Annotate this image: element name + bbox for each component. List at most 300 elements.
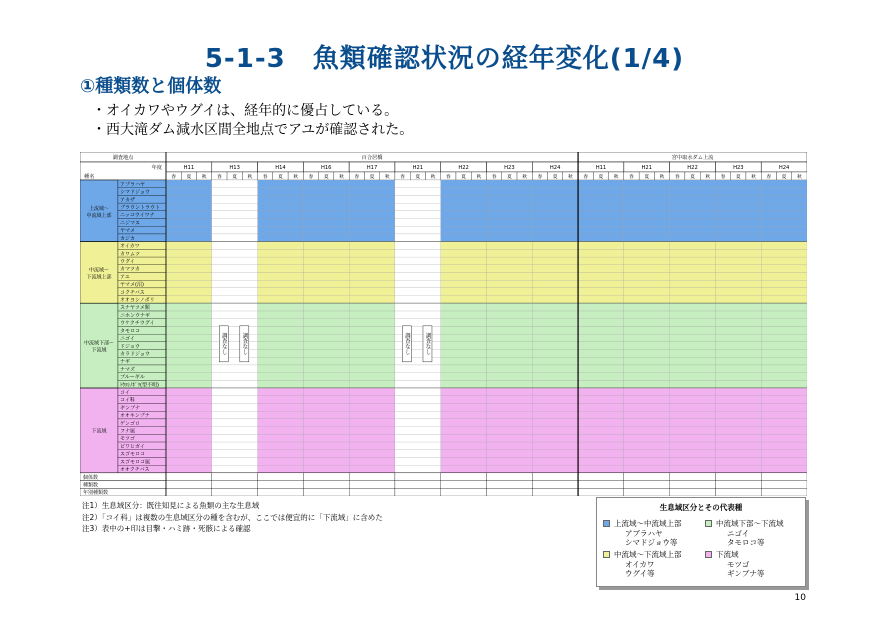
data-cell xyxy=(715,319,761,327)
year-header-label: H23 xyxy=(733,165,744,171)
season-header-label: 春 xyxy=(262,175,268,180)
zone-label: 下流域 xyxy=(91,428,107,435)
season-header-label: 秋 xyxy=(384,175,390,180)
data-cell xyxy=(349,442,395,450)
data-cell xyxy=(487,195,533,203)
data-cell xyxy=(303,319,349,327)
data-cell xyxy=(303,357,349,365)
data-cell xyxy=(670,326,716,334)
data-cell xyxy=(487,242,533,250)
data-cell xyxy=(212,365,258,373)
data-cell xyxy=(761,211,807,219)
year-header-label: H22 xyxy=(687,165,698,171)
legend-example: アブラハヤ xyxy=(625,529,663,538)
totals-cell xyxy=(670,473,716,481)
data-cell xyxy=(624,396,670,404)
data-cell xyxy=(395,226,441,234)
data-cell xyxy=(578,211,624,219)
year-header-label: H17 xyxy=(366,165,378,171)
data-cell xyxy=(532,334,578,342)
data-cell xyxy=(258,242,304,250)
species-name: ビワヒガイ xyxy=(120,443,145,450)
data-cell xyxy=(715,211,761,219)
data-cell xyxy=(487,280,533,288)
zone-label: 中流域下部～ xyxy=(83,340,115,347)
data-cell xyxy=(166,303,212,311)
data-cell xyxy=(670,296,716,304)
data-cell xyxy=(303,350,349,358)
data-cell xyxy=(258,219,304,227)
data-cell xyxy=(715,257,761,265)
data-cell xyxy=(395,342,441,350)
data-cell xyxy=(395,311,441,319)
data-cell xyxy=(532,434,578,442)
data-cell xyxy=(395,195,441,203)
data-cell xyxy=(303,334,349,342)
data-cell xyxy=(212,350,258,358)
legend-label: 上流域～中流域上部 xyxy=(614,519,682,528)
data-cell xyxy=(487,388,533,396)
data-cell xyxy=(441,311,487,319)
data-cell xyxy=(395,242,441,250)
data-cell xyxy=(395,434,441,442)
data-cell xyxy=(303,188,349,196)
legend-swatch xyxy=(705,551,712,558)
data-cell xyxy=(624,350,670,358)
data-cell xyxy=(395,303,441,311)
data-cell xyxy=(487,234,533,242)
data-cell xyxy=(487,457,533,465)
season-header-label: 夏 xyxy=(598,175,604,180)
data-cell xyxy=(441,203,487,211)
data-cell xyxy=(624,373,670,381)
data-cell xyxy=(624,195,670,203)
data-cell xyxy=(349,203,395,211)
data-cell xyxy=(532,380,578,388)
species-name: コイ xyxy=(120,390,130,397)
totals-cell xyxy=(761,488,807,496)
data-cell xyxy=(166,350,212,358)
totals-cell xyxy=(624,481,670,489)
data-cell xyxy=(715,334,761,342)
data-cell xyxy=(624,311,670,319)
totals-cell xyxy=(532,473,578,481)
data-cell xyxy=(258,188,304,196)
data-cell xyxy=(441,211,487,219)
data-cell xyxy=(624,257,670,265)
data-cell xyxy=(349,180,395,188)
data-cell xyxy=(624,380,670,388)
data-cell xyxy=(258,357,304,365)
data-cell xyxy=(212,380,258,388)
data-cell xyxy=(578,373,624,381)
data-cell xyxy=(761,265,807,273)
data-cell xyxy=(349,188,395,196)
data-cell xyxy=(258,457,304,465)
data-cell xyxy=(761,242,807,250)
data-cell xyxy=(715,457,761,465)
data-cell xyxy=(670,434,716,442)
data-cell xyxy=(303,226,349,234)
data-cell xyxy=(761,396,807,404)
data-cell xyxy=(303,326,349,334)
data-cell xyxy=(395,234,441,242)
legend-title: 生息域区分とその代表種 xyxy=(659,503,743,512)
data-cell xyxy=(166,180,212,188)
data-cell xyxy=(258,388,304,396)
data-cell xyxy=(670,450,716,458)
data-cell xyxy=(166,265,212,273)
year-header-label: H11 xyxy=(183,165,195,171)
data-cell xyxy=(303,419,349,427)
data-cell xyxy=(441,242,487,250)
season-header-label: 夏 xyxy=(736,175,741,180)
data-cell xyxy=(487,465,533,473)
data-cell xyxy=(303,219,349,227)
data-cell xyxy=(761,319,807,327)
legend-example: ウグイ等 xyxy=(625,569,655,578)
data-cell xyxy=(395,203,441,211)
data-cell xyxy=(349,373,395,381)
data-cell xyxy=(303,380,349,388)
data-cell xyxy=(487,296,533,304)
data-cell xyxy=(212,226,258,234)
data-cell xyxy=(715,226,761,234)
species-name: スナヤツメ類 xyxy=(120,305,150,312)
totals-cell xyxy=(395,488,441,496)
data-cell xyxy=(212,388,258,396)
data-cell xyxy=(487,303,533,311)
data-cell xyxy=(166,357,212,365)
data-cell xyxy=(578,357,624,365)
data-cell xyxy=(578,419,624,427)
data-cell xyxy=(578,242,624,250)
year-header-label: H24 xyxy=(778,165,790,171)
data-cell xyxy=(395,296,441,304)
data-cell xyxy=(487,288,533,296)
data-cell xyxy=(303,203,349,211)
data-cell xyxy=(395,350,441,358)
data-cell xyxy=(578,450,624,458)
data-cell xyxy=(166,272,212,280)
data-cell xyxy=(395,249,441,257)
data-cell xyxy=(761,457,807,465)
data-cell xyxy=(670,311,716,319)
data-cell xyxy=(166,373,212,381)
season-header-label: 秋 xyxy=(705,175,711,180)
data-cell xyxy=(624,249,670,257)
species-name: アユ xyxy=(120,274,130,281)
year-label: 年度 xyxy=(151,165,162,171)
season-header-label: 秋 xyxy=(430,175,436,180)
data-cell xyxy=(715,357,761,365)
legend-example: モツゴ xyxy=(727,560,750,569)
data-cell xyxy=(532,326,578,334)
data-cell xyxy=(578,465,624,473)
totals-label: 年別種類数 xyxy=(83,490,109,496)
data-cell xyxy=(303,242,349,250)
data-cell xyxy=(670,211,716,219)
data-cell xyxy=(487,365,533,373)
data-cell xyxy=(761,465,807,473)
data-cell xyxy=(349,280,395,288)
data-cell xyxy=(487,249,533,257)
data-cell xyxy=(441,457,487,465)
species-name: ナギ xyxy=(120,359,131,366)
totals-cell xyxy=(578,481,624,489)
data-cell xyxy=(624,211,670,219)
data-cell xyxy=(212,319,258,327)
data-cell xyxy=(258,434,304,442)
data-cell xyxy=(212,411,258,419)
bullet-item: ・オイカワやウグイは、経年的に優占している。 xyxy=(92,103,399,119)
season-header-label: 秋 xyxy=(293,175,299,180)
season-header-label: 夏 xyxy=(552,175,558,180)
data-cell xyxy=(349,234,395,242)
data-cell xyxy=(532,303,578,311)
data-cell xyxy=(212,427,258,435)
data-cell xyxy=(212,465,258,473)
year-header-label: H13 xyxy=(229,165,240,171)
data-cell xyxy=(166,195,212,203)
data-cell xyxy=(441,272,487,280)
data-cell xyxy=(578,350,624,358)
data-cell xyxy=(624,242,670,250)
data-cell xyxy=(715,396,761,404)
data-cell xyxy=(532,242,578,250)
totals-cell xyxy=(258,488,304,496)
data-cell xyxy=(212,188,258,196)
data-cell xyxy=(166,419,212,427)
data-cell xyxy=(258,427,304,435)
data-cell xyxy=(258,342,304,350)
species-name: ギンブナ xyxy=(120,405,140,412)
data-cell xyxy=(349,211,395,219)
data-cell xyxy=(212,234,258,242)
data-cell xyxy=(670,242,716,250)
data-cell xyxy=(532,234,578,242)
data-cell xyxy=(487,404,533,412)
zone-label: 中流域上部 xyxy=(86,212,112,219)
totals-cell xyxy=(715,481,761,489)
totals-cell xyxy=(578,488,624,496)
data-cell xyxy=(532,419,578,427)
data-cell xyxy=(670,319,716,327)
data-cell xyxy=(670,195,716,203)
data-cell xyxy=(487,357,533,365)
data-cell xyxy=(441,326,487,334)
fish-survey-table xyxy=(80,152,807,496)
data-cell xyxy=(349,257,395,265)
data-cell xyxy=(395,319,441,327)
data-cell xyxy=(624,434,670,442)
data-cell xyxy=(349,427,395,435)
data-cell xyxy=(715,180,761,188)
data-cell xyxy=(715,373,761,381)
data-cell xyxy=(578,226,624,234)
data-cell xyxy=(441,288,487,296)
data-cell xyxy=(395,211,441,219)
data-cell xyxy=(212,450,258,458)
data-cell xyxy=(258,334,304,342)
data-cell xyxy=(395,180,441,188)
table-graphic xyxy=(80,152,807,496)
zone-label: 上流域～ xyxy=(88,205,110,212)
data-cell xyxy=(624,303,670,311)
data-cell xyxy=(487,427,533,435)
data-cell xyxy=(303,249,349,257)
legend-item xyxy=(705,549,799,578)
data-cell xyxy=(258,296,304,304)
data-cell xyxy=(761,257,807,265)
species-name: オオクチバス xyxy=(120,467,150,474)
data-cell xyxy=(395,411,441,419)
data-cell xyxy=(578,334,624,342)
data-cell xyxy=(395,188,441,196)
legend-item xyxy=(603,549,697,578)
data-cell xyxy=(349,450,395,458)
data-cell xyxy=(258,288,304,296)
data-cell xyxy=(303,396,349,404)
season-header-label: 春 xyxy=(537,175,543,180)
species-name: カワムツ xyxy=(120,251,140,258)
totals-cell xyxy=(258,473,304,481)
data-cell xyxy=(532,280,578,288)
data-cell xyxy=(487,265,533,273)
data-cell xyxy=(303,342,349,350)
data-cell xyxy=(532,211,578,219)
data-cell xyxy=(624,219,670,227)
data-cell xyxy=(578,427,624,435)
data-cell xyxy=(303,373,349,381)
data-cell xyxy=(349,195,395,203)
data-cell xyxy=(761,334,807,342)
data-cell xyxy=(624,272,670,280)
data-cell xyxy=(532,319,578,327)
data-cell xyxy=(532,411,578,419)
data-cell xyxy=(715,280,761,288)
section-subtitle: ①種類数と個体数 xyxy=(80,76,222,97)
data-cell xyxy=(441,334,487,342)
season-header-label: 夏 xyxy=(369,175,375,180)
season-header-label: 夏 xyxy=(461,175,466,180)
data-cell xyxy=(715,203,761,211)
data-cell xyxy=(532,249,578,257)
data-cell xyxy=(395,380,441,388)
legend-item xyxy=(603,518,697,547)
data-cell xyxy=(487,257,533,265)
data-cell xyxy=(487,326,533,334)
data-cell xyxy=(303,180,349,188)
data-cell xyxy=(258,396,304,404)
data-cell xyxy=(212,265,258,273)
season-header-label: 秋 xyxy=(613,175,619,180)
data-cell xyxy=(624,203,670,211)
totals-cell xyxy=(441,488,487,496)
data-cell xyxy=(715,265,761,273)
totals-label: 個体数 xyxy=(83,474,99,481)
data-cell xyxy=(578,257,624,265)
data-cell xyxy=(303,411,349,419)
data-cell xyxy=(487,211,533,219)
data-cell xyxy=(715,342,761,350)
data-cell xyxy=(487,334,533,342)
data-cell xyxy=(212,434,258,442)
totals-cell xyxy=(166,481,212,489)
data-cell xyxy=(578,326,624,334)
season-header-label: 春 xyxy=(308,175,314,180)
data-cell xyxy=(303,427,349,435)
totals-cell xyxy=(441,481,487,489)
data-cell xyxy=(487,180,533,188)
data-cell xyxy=(258,303,304,311)
data-cell xyxy=(258,211,304,219)
data-cell xyxy=(166,457,212,465)
footnote: 注1）生息域区分：既往知見による魚類の主な生息域 xyxy=(82,501,260,510)
data-cell xyxy=(166,411,212,419)
data-cell xyxy=(441,357,487,365)
data-cell xyxy=(761,311,807,319)
data-cell xyxy=(761,350,807,358)
data-cell xyxy=(624,442,670,450)
not-surveyed-label: 調査なし xyxy=(241,332,248,355)
data-cell xyxy=(212,249,258,257)
data-cell xyxy=(349,419,395,427)
species-name: スゴモロコ属 xyxy=(120,459,151,466)
data-cell xyxy=(303,311,349,319)
totals-cell xyxy=(761,481,807,489)
data-cell xyxy=(212,457,258,465)
data-cell xyxy=(212,404,258,412)
totals-cell xyxy=(578,473,624,481)
data-cell xyxy=(212,280,258,288)
data-cell xyxy=(532,296,578,304)
data-cell xyxy=(441,303,487,311)
data-cell xyxy=(166,427,212,435)
data-cell xyxy=(441,465,487,473)
data-cell xyxy=(624,280,670,288)
data-cell xyxy=(624,234,670,242)
data-cell xyxy=(349,219,395,227)
data-cell xyxy=(212,219,258,227)
data-cell xyxy=(166,203,212,211)
totals-cell xyxy=(624,473,670,481)
header-group-label: 百合居橋 xyxy=(361,155,383,161)
legend-swatch xyxy=(705,520,712,527)
totals-cell xyxy=(166,473,212,481)
data-cell xyxy=(166,211,212,219)
species-name: オオキンブナ xyxy=(120,413,150,420)
species-name: ニッコウイワナ xyxy=(120,212,155,219)
data-cell xyxy=(624,180,670,188)
data-cell xyxy=(349,326,395,334)
legend-example: ギンブナ等 xyxy=(727,569,765,578)
data-cell xyxy=(532,288,578,296)
totals-cell xyxy=(258,481,304,489)
totals-cell xyxy=(532,488,578,496)
species-name: ニジマス xyxy=(120,220,141,227)
zone-label: 下流域上部 xyxy=(86,274,112,281)
season-header-label: 夏 xyxy=(232,175,237,180)
season-header-label: 春 xyxy=(400,175,405,180)
data-cell xyxy=(532,180,578,188)
species-name: ゲンゴロ xyxy=(120,420,140,427)
totals-cell xyxy=(670,481,716,489)
data-cell xyxy=(212,303,258,311)
data-cell xyxy=(532,365,578,373)
data-cell xyxy=(349,457,395,465)
year-header-label: H23 xyxy=(504,165,515,171)
